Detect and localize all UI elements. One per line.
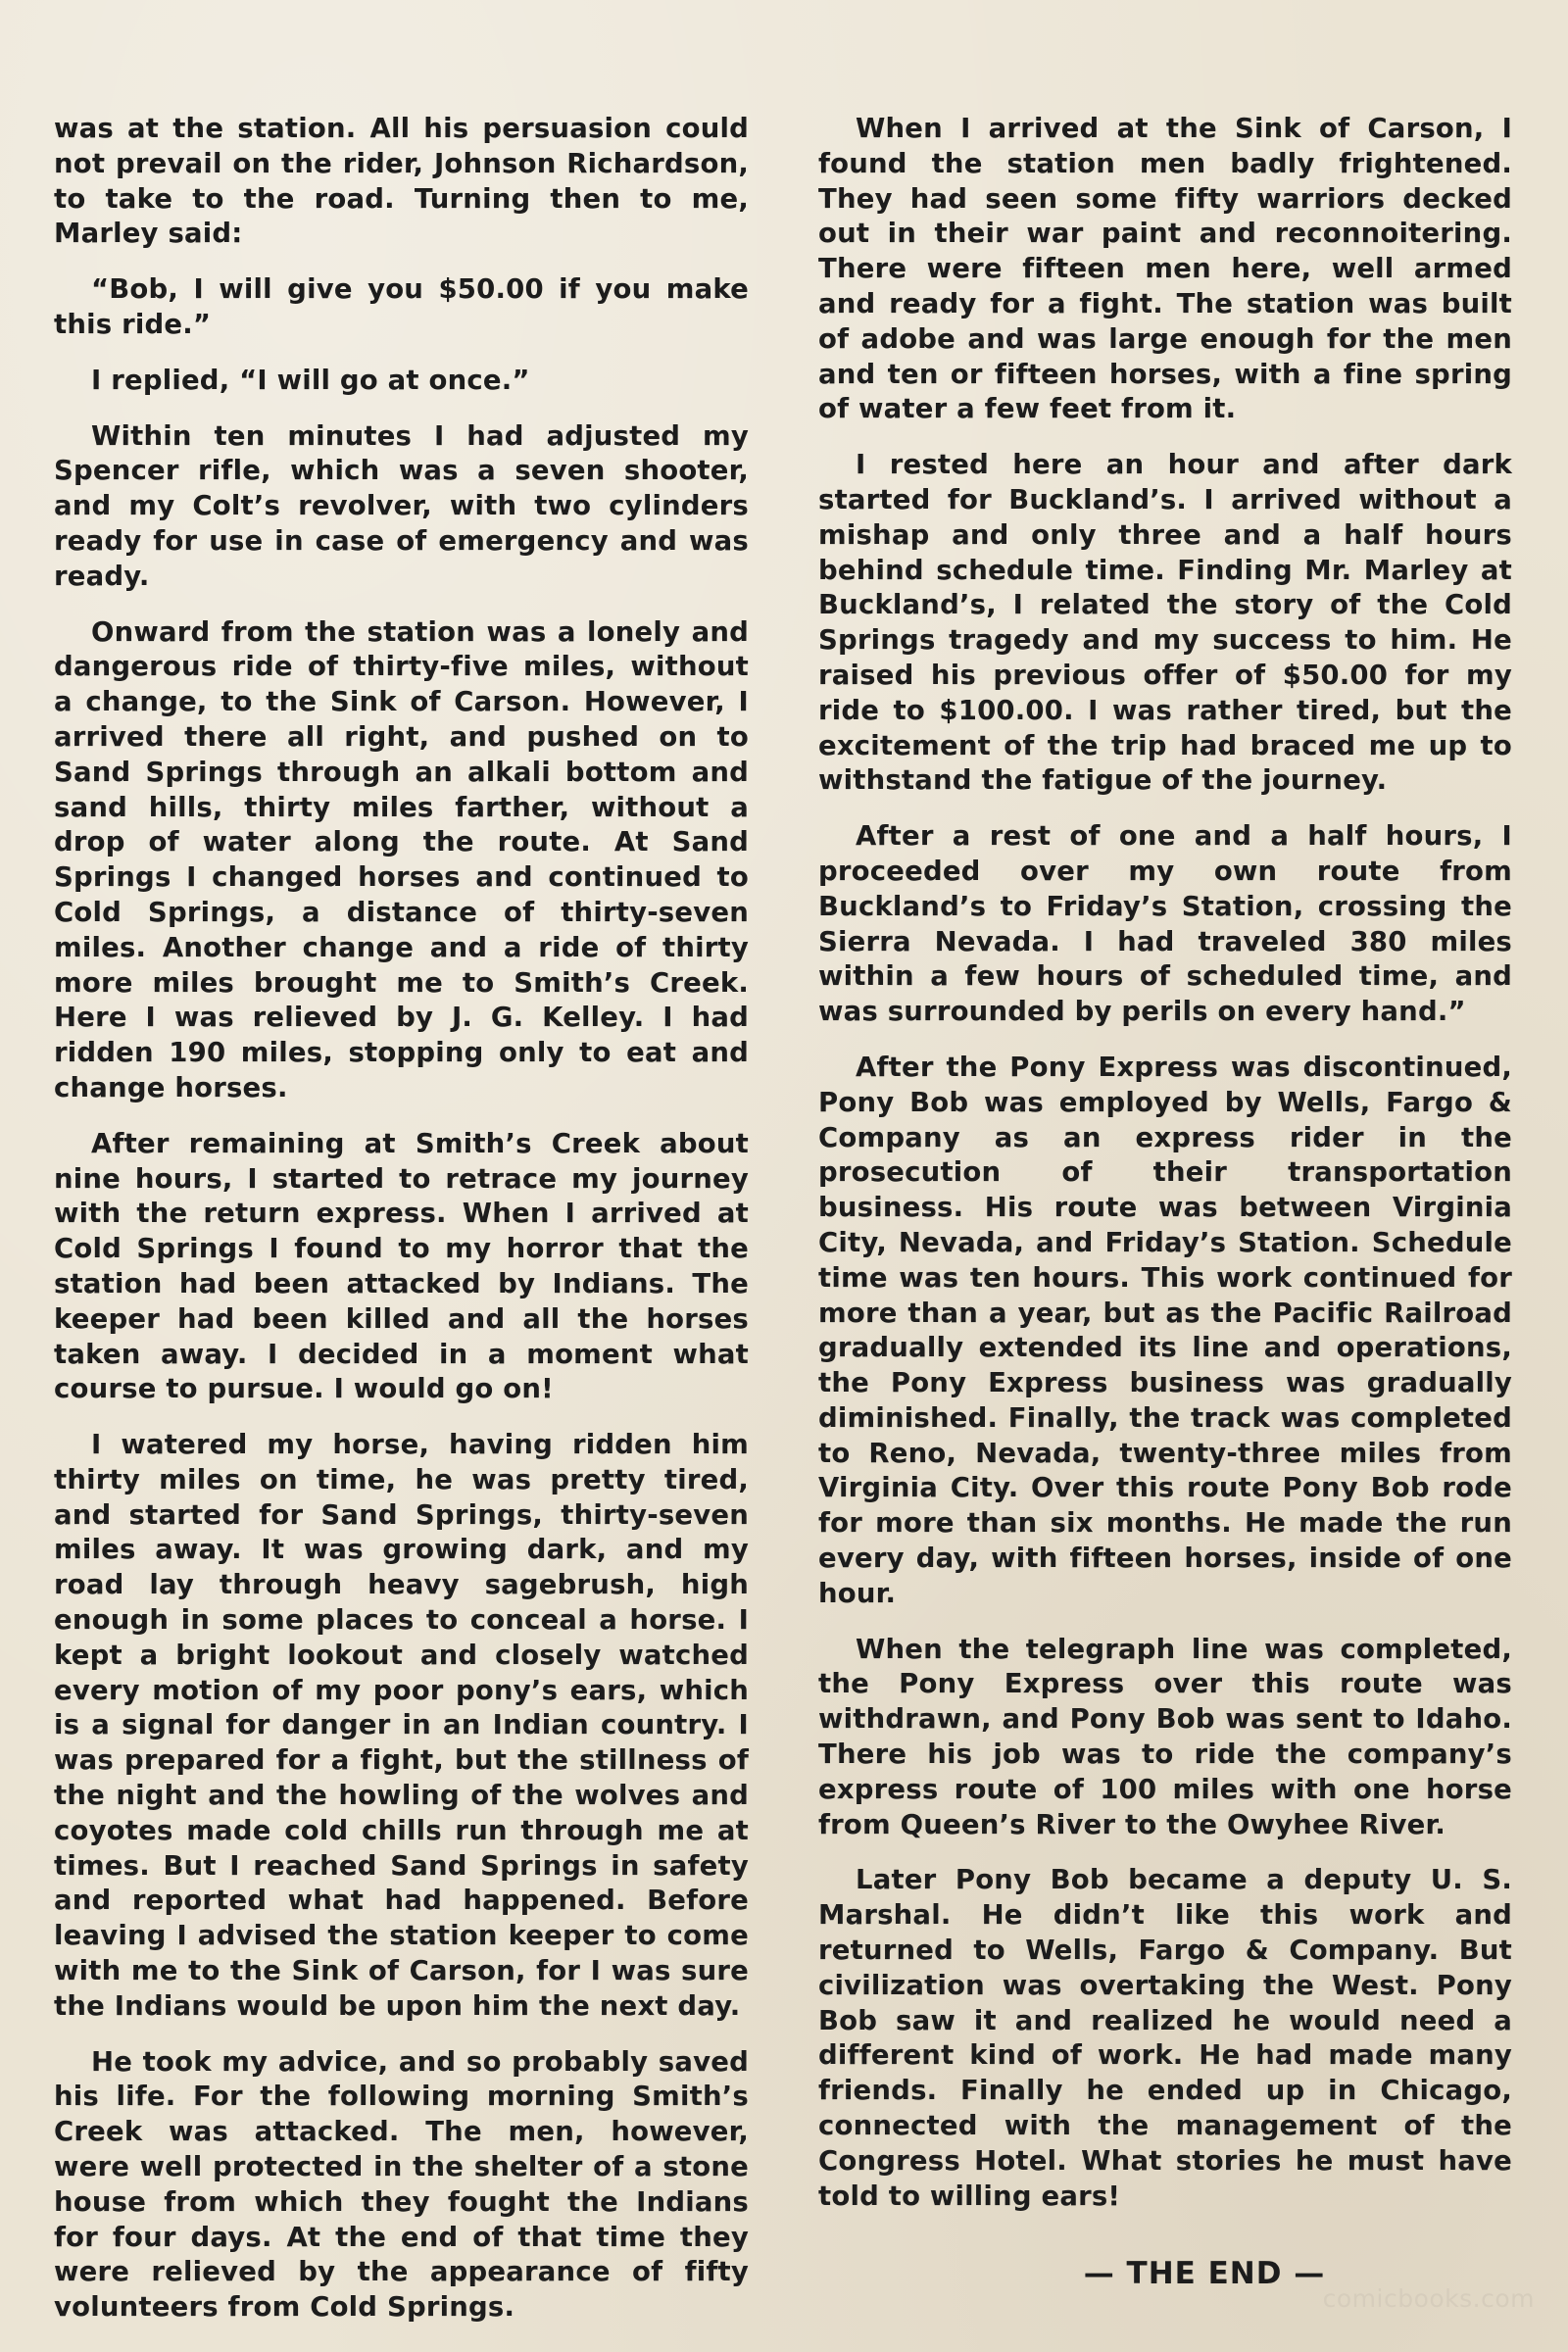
paragraph: I replied, “I will go at once.”: [91, 364, 530, 396]
paragraph: After remaining at Smith’s Creek about nine hours, I started to retrace my journey with the return express. When I arrived at Cold Springs I found to my horror that the station had been attacked by Indians. The keeper had been killed and all the horses taken away. I decided in a moment what course to pursue. I would go on!: [54, 1127, 749, 1405]
paragraph: I rested here an hour and after dark started for Buckland’s. I arrived without a mishap and only three and a half hours behind schedule time. Finding Mr. Marley at Buckland’s, I related the story of the Cold Springs tragedy and my success to him. He raised his previous offer of $50.00 for my ride to $100.00. I was rather tired, but the excitement of the trip had braced me up to withstand the fatigue of the journey.: [818, 449, 1512, 797]
paragraph: When the telegraph line was completed, the Pony Express over this route was withdrawn, and Pony Bob was sent to Idaho. There his job was to ride the company’s express route of 100 miles with one horse from Queen’s River to the Owyhee River.: [818, 1633, 1512, 1840]
paragraph: Within ten minutes I had adjusted my Spencer rifle, which was a seven shooter, and my Colt’s revolver, with two cylinders ready for use in case of emergency and was ready.: [54, 419, 749, 592]
paragraph: Onward from the station was a lonely and dangerous ride of thirty-five miles, without a change, to the Sink of Carson. However, I arrived there all right, and pushed on to Sand Springs through an alkali bottom and sand hills, thirty miles farther, without a drop of water along the route. At Sand Springs I changed horses and continued to Cold Springs, a distance of thirty-seven miles. Another change and a ride of thirty more miles brought me to Smith’s Creek. Here I was relieved by J. G. Kelley. I had ridden 190 miles, stopping only to eat and change horses.: [54, 615, 749, 1103]
paragraph: was at the station. All his persuasion could not prevail on the rider, Johnson Richardson, to take to the road. Turning then to me, Marley said:: [54, 113, 749, 250]
left-column: [54, 112, 749, 2346]
site-watermark: comicbooks.com: [1322, 2284, 1535, 2313]
paragraph: He took my advice, and so probably saved his life. For the following morning Smith’s Creek was attacked. The men, however, were well protected in the shelter of a stone house from which they fought the Indians for four days. At the end of that time they were relieved by the appearance of fifty volunteers from Cold Springs.: [54, 2045, 749, 2324]
the-end-marker: — THE END —: [1083, 2256, 1326, 2292]
paragraph: When I arrived at the Sink of Carson, I found the station men badly frightened. They had seen some fifty warriors decked out in their war paint and reconnoitering. There were fifteen men here, well armed and ready for a fight. The station was built of adobe and was large enough for the men and ten or fifteen horses, with a fine spring of water a few feet from it.: [818, 113, 1512, 425]
paragraph: After the Pony Express was discontinued, Pony Bob was employed by Wells, Fargo & Company as an express rider in the prosecution of their transportation business. His route was between Virginia City, Nevada, and Friday’s Station. Schedule time was ten hours. This work continued for more than a year, but as the Pacific Railroad gradually extended its line and operations, the Pony Express business was gradually diminished. Finally, the track was completed to Reno, Nevada, twenty-three miles from Virginia City. Over this route Pony Bob rode for more than six months. He made the run every day, with fifteen horses, inside of one hour.: [818, 1051, 1512, 1609]
paragraph: “Bob, I will give you $50.00 if you make this ride.”: [54, 273, 749, 340]
paragraph: After a rest of one and a half hours, I proceeded over my own route from Buckland’s to Friday’s Station, crossing the Sierra Nevada. I had traveled 380 miles within a few hours of scheduled time, and was surrounded by perils on every hand.”: [818, 820, 1512, 1028]
paragraph: I watered my horse, having ridden him thirty miles on time, he was pretty tired, and started for Sand Springs, thirty-seven miles away. It was growing dark, and my road lay through heavy sagebrush, high enough in some places to conceal a horse. I kept a bright lookout and closely watched every motion of my poor pony’s ears, which is a signal for danger in an Indian country. I was prepared for a fight, but the stillness of the night and the howling of the wolves and coyotes made cold chills run through me at times. But I reached Sand Springs in safety and reported what had happened. Before leaving I advised the station keeper to come with me to the Sink of Carson, for I was sure the Indians would be upon him the next day.: [54, 1429, 749, 2022]
paragraph: Later Pony Bob became a deputy U. S. Marshal. He didn’t like this work and returned to Wells, Fargo & Company. But civilization was overtaking the West. Pony Bob saw it and realized he would need a different kind of work. He had made many friends. Finally he ended up in Chicago, connected with the management of the Congress Hotel. What stories he must have told to willing ears!: [818, 1864, 1512, 2212]
right-column: [818, 112, 1512, 2292]
